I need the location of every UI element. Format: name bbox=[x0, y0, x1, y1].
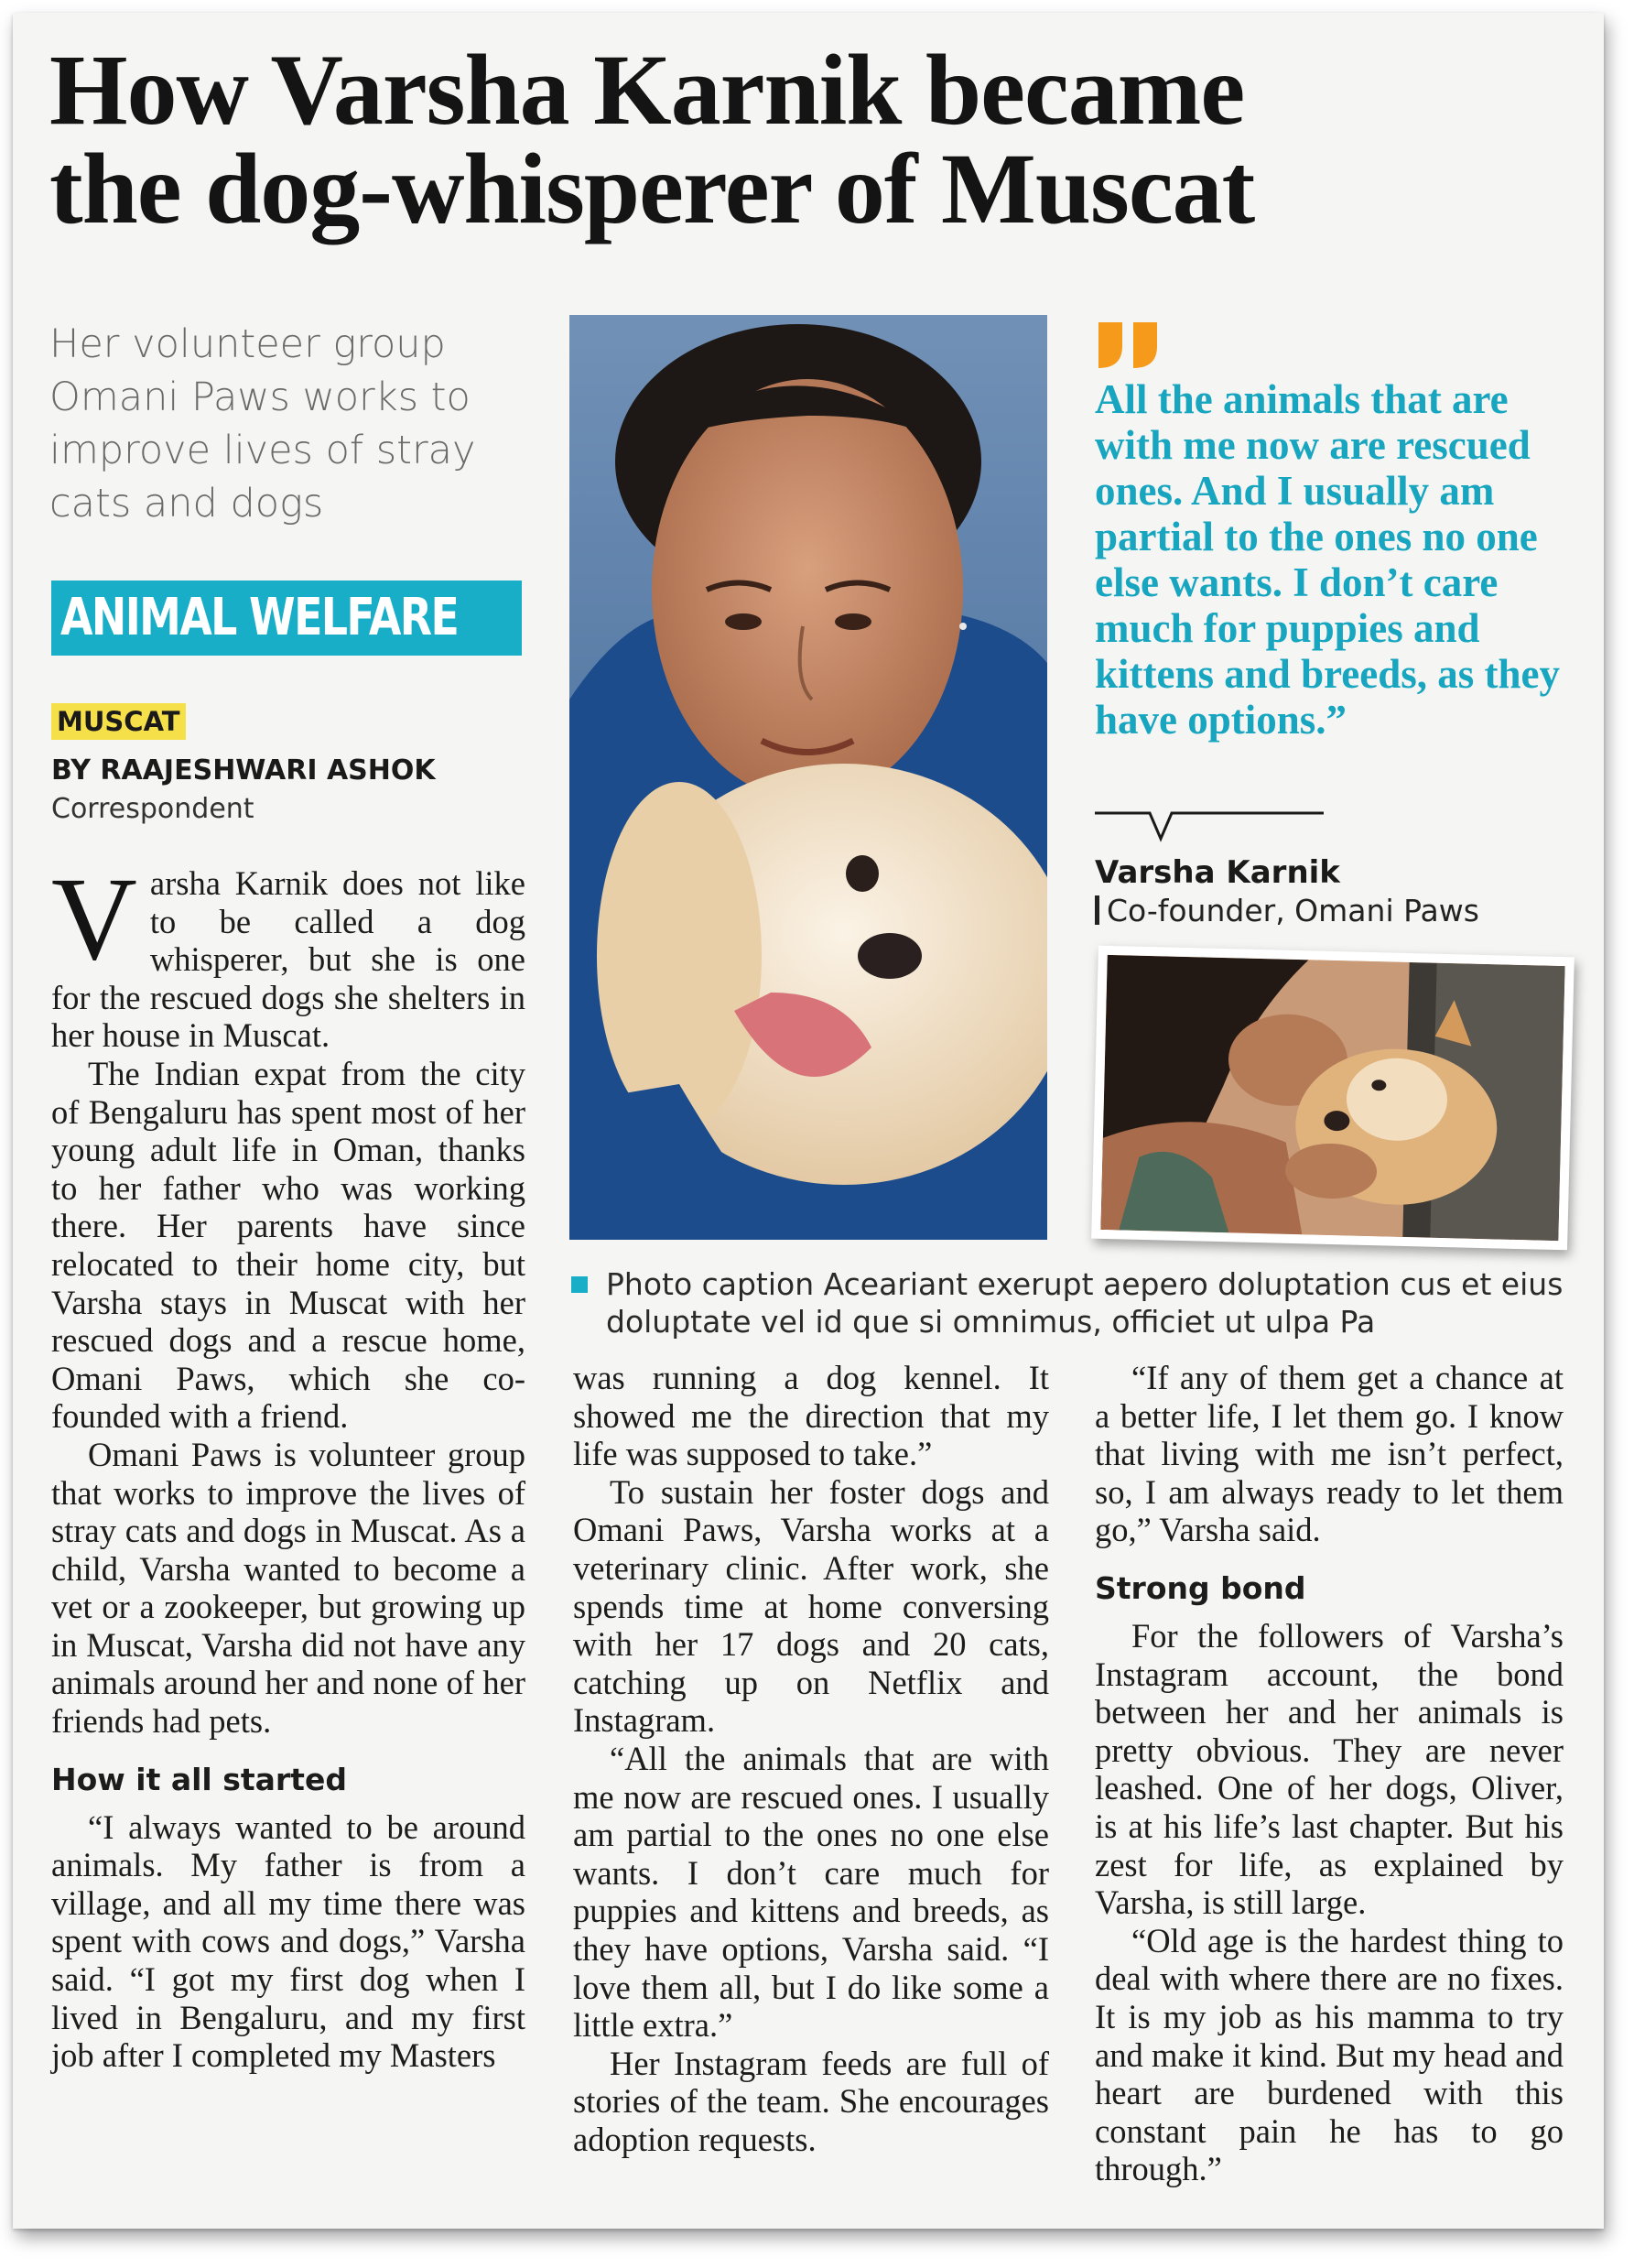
article-paragraph: “I always wanted to be around animals. My father is from a village, and all my time there was spent with cows and dogs,” Varsha said. “I got my first dog when I lived in Bengaluru, and my first job after I completed my Masters bbox=[51, 1807, 525, 2075]
article-paragraph: Her Instagram feeds are full of stories of the team. She encourages adoption requests. bbox=[573, 2044, 1049, 2158]
subhead-strong-bond: Strong bond bbox=[1095, 1569, 1306, 1606]
article-column-3 bbox=[1095, 1359, 1564, 2188]
article-paragraph: Omani Paws is volunteer group that works to improve the lives of stray cats and dogs in Muscat. As a child, Varsha wanted to become a vet or a zookeeper, but growing up in Muscat, Varsha did not have any animals around her and none of her friends had pets. bbox=[51, 1435, 525, 1741]
article-paragraph: To sustain her foster dogs and Omani Paws, Varsha works at a veterinary clinic. After work, she spends time at home conversing with her 17 dogs and 20 cats, catching up on Netflix and Instagram. bbox=[573, 1472, 1049, 1740]
section-kicker bbox=[51, 581, 522, 656]
pull-quote-text: All the animals that are with me now are rescued ones. And I usually am partial to the ones no one else wants. I don’t care much for puppies and kittens and breeds, as they have options.” bbox=[1095, 376, 1560, 743]
pull-quote-name: Varsha Karnik bbox=[1095, 854, 1340, 891]
subhead-how-it-started: How it all started bbox=[51, 1761, 347, 1797]
speech-bubble-tail bbox=[1095, 808, 1324, 844]
article-paragraph: “All the animals that are with me now are rescued ones. I usually am partial to the ones no one else wants. I don’t care much for puppies and kittens and breeds, as they have options, Varsha said. “I love them all, but I do like some a little extra.” bbox=[573, 1739, 1049, 2045]
quote-mark-icon bbox=[1095, 322, 1163, 368]
article-paragraph-text: arsha Karnik does not like to be called a dog whisperer, but she is one for the rescued dogs she shelters in her house in Muscat. bbox=[51, 864, 525, 1055]
newspaper-page bbox=[13, 13, 1604, 2229]
article-paragraph: For the followers of Varsha’s Instagram account, the bond between her and her animals is pretty obvious. They are never leashed. One of her dogs, Oliver, is at his life’s last chapter. But his zest for life, as explained by Varsha, is still large. bbox=[1095, 1616, 1564, 1922]
byline-author: BY RAAJESHWARI ASHOK bbox=[51, 754, 436, 787]
pull-quote-role-text: Co-founder, Omani Paws bbox=[1107, 893, 1479, 928]
caption-bullet-icon bbox=[571, 1276, 588, 1293]
photo-caption bbox=[573, 1265, 1580, 1340]
headline bbox=[49, 34, 1587, 244]
article-paragraph bbox=[51, 853, 525, 1055]
headline-line-1: How Varsha Karnik became bbox=[49, 34, 1245, 146]
main-photo-image bbox=[569, 315, 1047, 1240]
article-paragraph: “Old age is the hardest thing to deal with where there are no fixes. It is my job as his mamma to try and make it kind. But my head and heart are burdened with this constant pain he has to go through.” bbox=[1095, 1921, 1564, 2188]
article-paragraph: The Indian expat from the city of Bengaluru has spent most of her young adult life in Oman, thanks to her father who was working there. Her parents have since relocated to their home city, but Varsha stays in Muscat with her rescued dogs and a rescue home, Omani Paws, which she co-founded with a friend. bbox=[51, 1054, 525, 1436]
main-photo-woman-with-dog bbox=[569, 315, 1047, 1240]
section-kicker-label: ANIMAL WELFARE bbox=[60, 588, 459, 647]
article-column-1 bbox=[51, 853, 525, 2075]
pull-quote-role bbox=[1095, 892, 1479, 930]
article-column-2 bbox=[573, 1359, 1049, 2158]
drop-cap: V bbox=[51, 853, 137, 985]
inset-photo-image bbox=[1100, 955, 1564, 1241]
inset-photo-frame bbox=[1091, 946, 1574, 1251]
article-paragraph: “If any of them get a chance at a better life, I let them go. I know that living with me isn’t perfect, so, I am always ready to let them go,” Varsha said. bbox=[1095, 1359, 1564, 1549]
byline-role: Correspondent bbox=[51, 793, 254, 825]
inset-photo-woman-kissing-dog bbox=[1100, 955, 1564, 1241]
standfirst: Her volunteer group Omani Paws works to improve lives of stray cats and dogs bbox=[49, 321, 476, 526]
dateline: MUSCAT bbox=[51, 703, 186, 740]
role-divider bbox=[1095, 895, 1099, 925]
photo-caption-text: Photo caption Aceariant exerupt aepero doluptation cus et eius doluptate vel id que si omnimus, officiet ut ulpa Pa bbox=[606, 1266, 1564, 1340]
headline-line-2: the dog-whisperer of Muscat bbox=[49, 133, 1255, 244]
article-paragraph: was running a dog kennel. It showed me the direction that my life was supposed to take.” bbox=[573, 1359, 1049, 1473]
